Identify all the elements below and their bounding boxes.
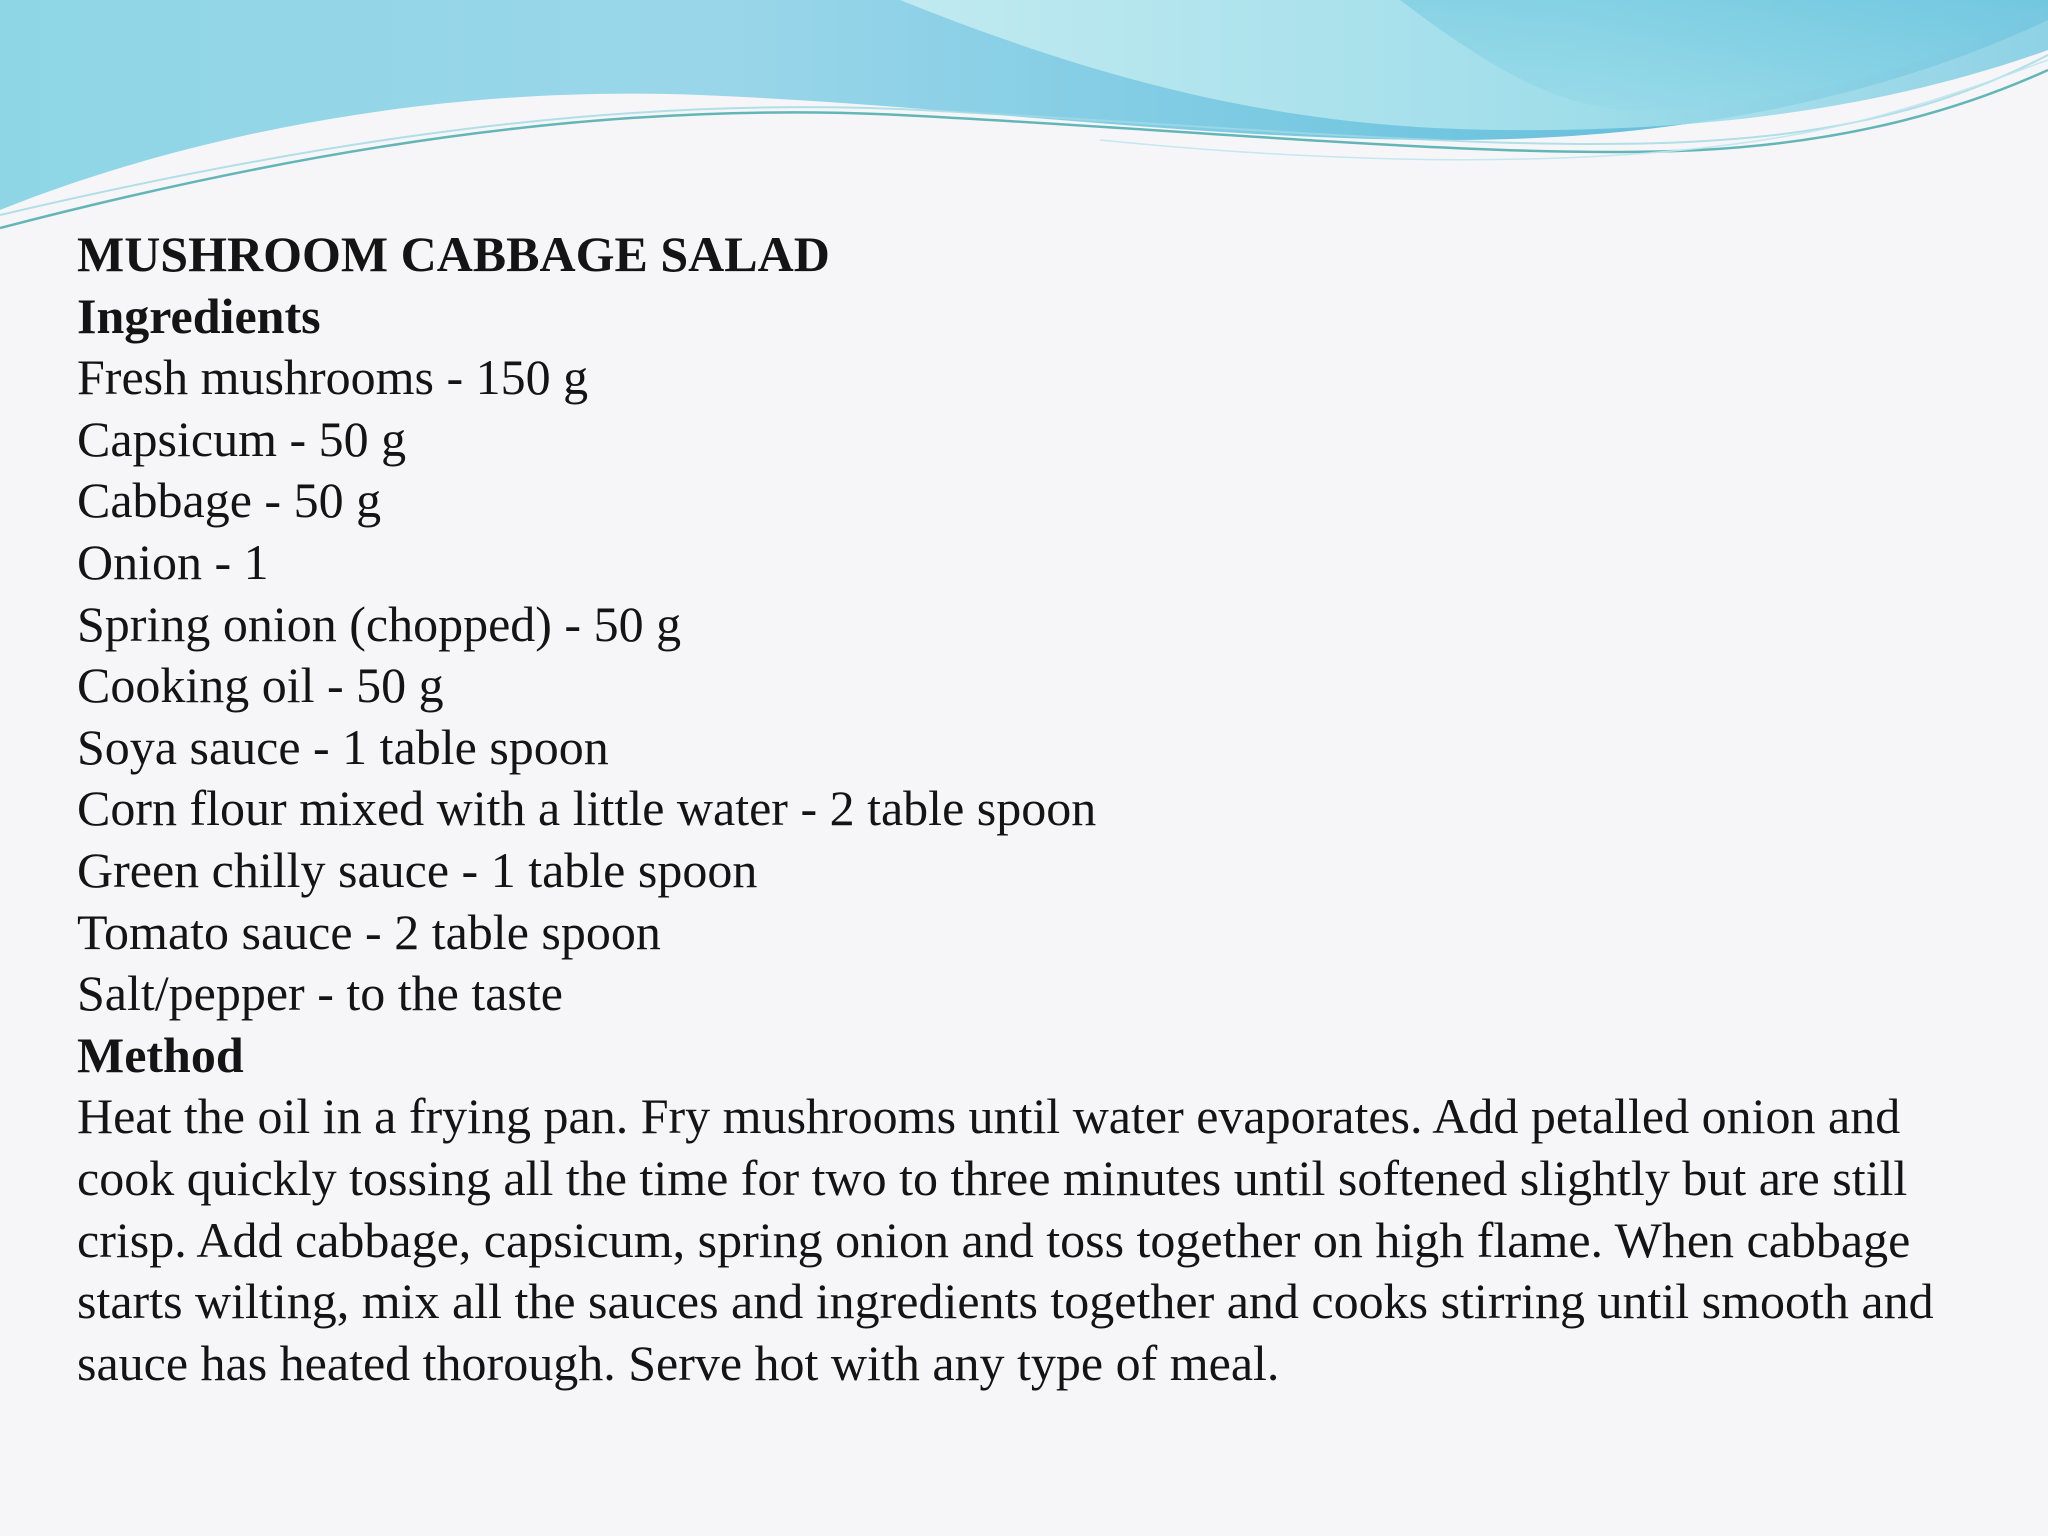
ingredient-item: Green chilly sauce - 1 table spoon xyxy=(77,841,758,898)
ingredient-item: Salt/pepper - to the taste xyxy=(77,965,563,1022)
method-text: Heat the oil in a frying pan. Fry mushrooms until water evaporates. Add petalled onion and cook quickly tossing all the time for two to three minutes until softened slightly but are still crisp. Add cabbage, capsicum, spring onion and toss together on high flame. When cabbage starts wilting, mix all the sauces and ingredients together and cooks stirring until smooth and sauce has heated thorough. Serve hot with any type of meal. xyxy=(77,1088,1934,1391)
ingredient-item: Capsicum - 50 g xyxy=(77,410,407,467)
ingredient-item: Tomato sauce - 2 table spoon xyxy=(77,903,661,960)
ingredient-item: Soya sauce - 1 table spoon xyxy=(77,718,609,775)
ingredient-item: Cooking oil - 50 g xyxy=(77,657,444,714)
ingredient-item: Corn flour mixed with a little water - 2 table spoon xyxy=(77,780,1097,837)
ingredient-item: Fresh mushrooms - 150 g xyxy=(77,349,589,406)
recipe-content xyxy=(77,224,2007,1394)
ingredient-item: Cabbage - 50 g xyxy=(77,472,382,529)
ingredients-heading: Ingredients xyxy=(77,287,321,344)
decorative-wave-banner xyxy=(0,0,2048,240)
ingredient-item: Onion - 1 xyxy=(77,533,269,590)
method-heading: Method xyxy=(77,1026,244,1083)
ingredient-item: Spring onion (chopped) - 50 g xyxy=(77,595,682,652)
recipe-title: MUSHROOM CABBAGE SALAD xyxy=(77,226,830,282)
